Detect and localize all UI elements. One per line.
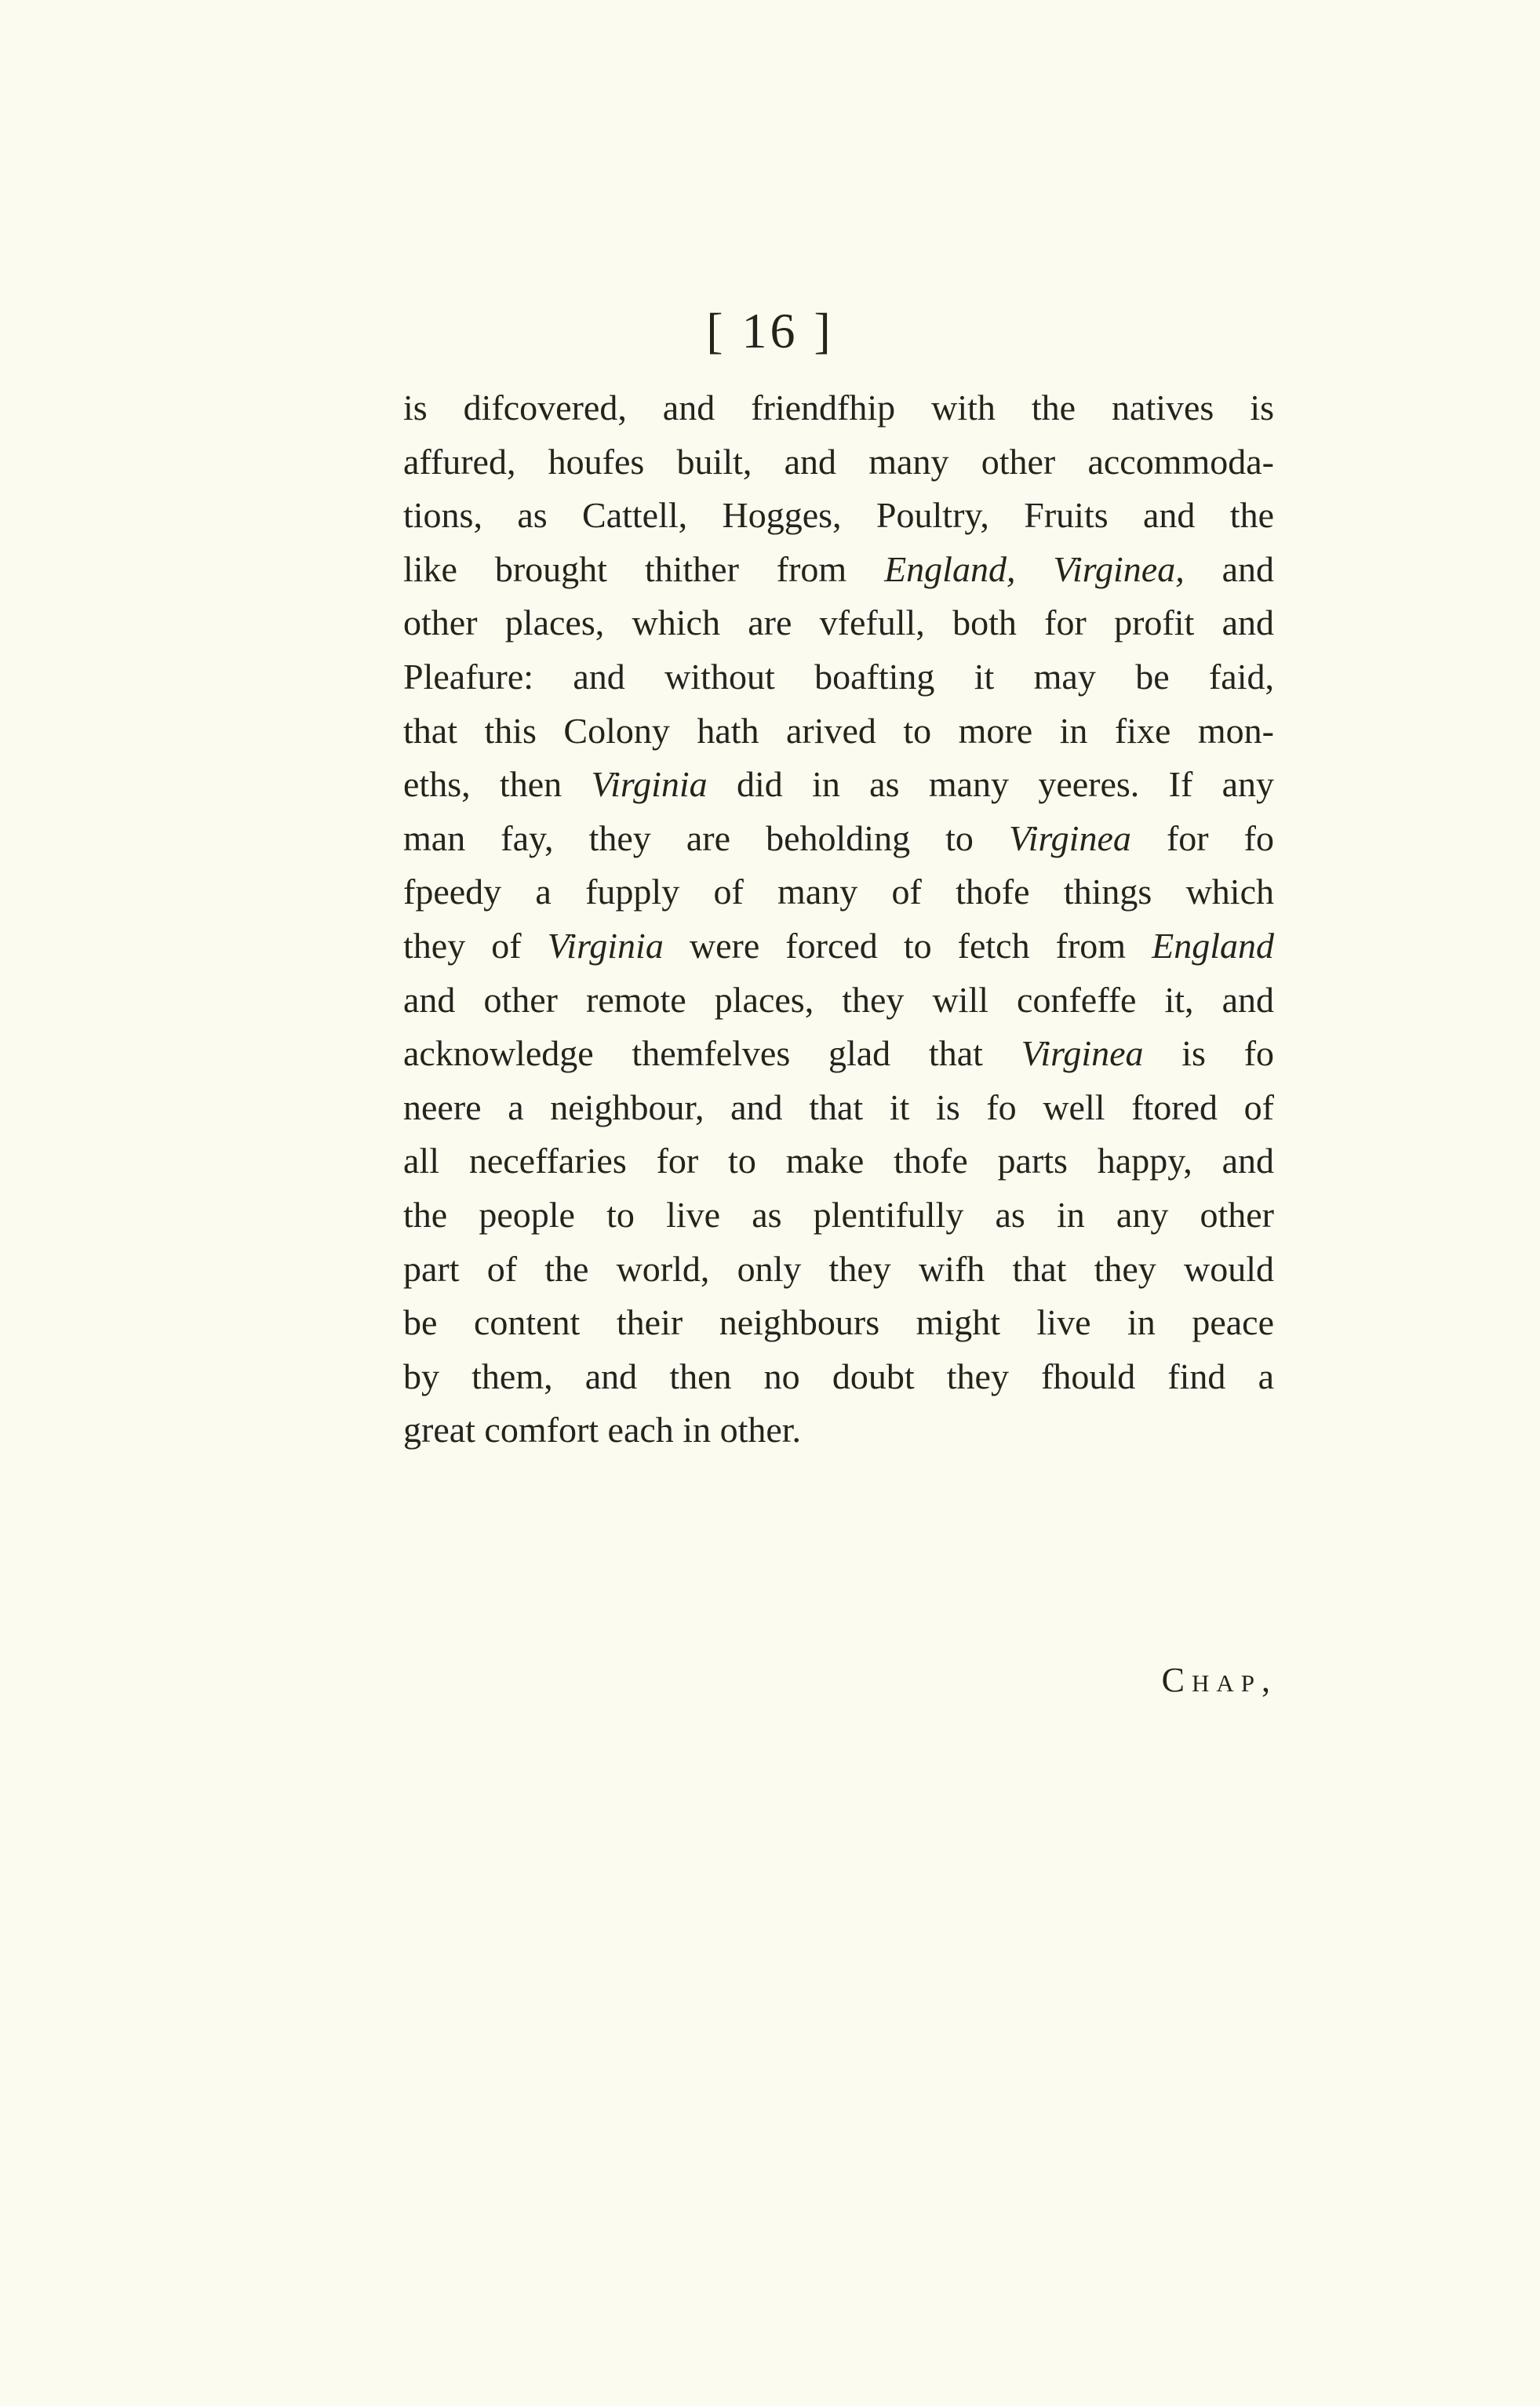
text-line [403, 1296, 1274, 1350]
text-segment: and [1184, 548, 1274, 589]
italic-segment: Virginea [1009, 817, 1131, 858]
text-segment: other places, which are vfefull, both for profit and [403, 602, 1274, 643]
open-bracket: [ [706, 303, 726, 359]
text-line [403, 1027, 1274, 1081]
text-segment: did in as many yeeres. If any [707, 764, 1274, 805]
text-segment: acknowledge themfelves glad that [403, 1033, 1021, 1074]
text-segment: great comfort each in other. [403, 1410, 802, 1451]
text-segment: neere a neighbour, and that it is fo well ftored of [403, 1087, 1274, 1127]
close-bracket: ] [814, 303, 834, 359]
text-segment: eths, then [403, 764, 592, 805]
italic-segment: England [1152, 925, 1274, 966]
text-line [403, 381, 1274, 435]
text-line [403, 865, 1274, 919]
text-line [403, 435, 1274, 490]
text-line [403, 489, 1274, 543]
text-line [403, 596, 1274, 650]
text-line [403, 1081, 1274, 1135]
text-segment: Pleafure: and without boafting it may be faid, [403, 656, 1274, 697]
italic-segment: Virginea, [1053, 548, 1185, 589]
text-line [403, 1350, 1274, 1404]
text-segment: that this Colony hath arived to more in fixe mon- [403, 710, 1274, 751]
text-segment: be content their neighbours might live in peace [403, 1302, 1274, 1343]
body-text [403, 381, 1274, 1458]
italic-segment: Virginia [591, 764, 708, 805]
page-number: 16 [741, 303, 799, 359]
text-line [403, 1243, 1274, 1297]
text-line [403, 812, 1274, 866]
text-line [403, 543, 1274, 597]
text-line [403, 919, 1274, 974]
text-segment: the people to live as plentifully as in any other [403, 1194, 1274, 1235]
text-segment: for fo [1130, 817, 1274, 858]
text-segment: by them, and then no doubt they fhould find a [403, 1356, 1274, 1396]
text-segment: part of the world, only they wifh that they would [403, 1248, 1274, 1289]
text-segment: man fay, they are beholding to [403, 817, 1010, 858]
text-segment: fpeedy a fupply of many of thofe things which [403, 872, 1274, 912]
text-segment: were forced to fetch from [663, 925, 1152, 966]
text-segment [1015, 549, 1053, 589]
text-segment: is difcovered, and friendfhip with the natives is [403, 388, 1274, 428]
text-line [403, 974, 1274, 1028]
italic-segment: Virginea [1021, 1033, 1144, 1074]
text-segment: like brought thither from [403, 548, 885, 589]
text-segment: affured, houfes built, and many other accommoda- [403, 441, 1274, 482]
text-line [403, 1188, 1274, 1243]
text-segment: all neceffaries for to make thofe parts happy, and [403, 1141, 1274, 1181]
page-number-header [0, 292, 1540, 370]
italic-segment: Virginia [547, 925, 664, 966]
text-line [403, 704, 1274, 759]
text-line [403, 1134, 1274, 1188]
text-segment: and other remote places, they will confeffe it, and [403, 979, 1274, 1020]
text-segment: is fo [1143, 1033, 1275, 1074]
text-segment: tions, as Cattell, Hogges, Poultry, Fruits and the [403, 495, 1274, 536]
text-line [403, 650, 1274, 704]
text-line [403, 758, 1274, 812]
text-line [403, 1403, 1274, 1458]
text-segment: they of [403, 925, 548, 966]
catchword: Chap, [1161, 1661, 1277, 1699]
italic-segment: England, [884, 548, 1016, 589]
